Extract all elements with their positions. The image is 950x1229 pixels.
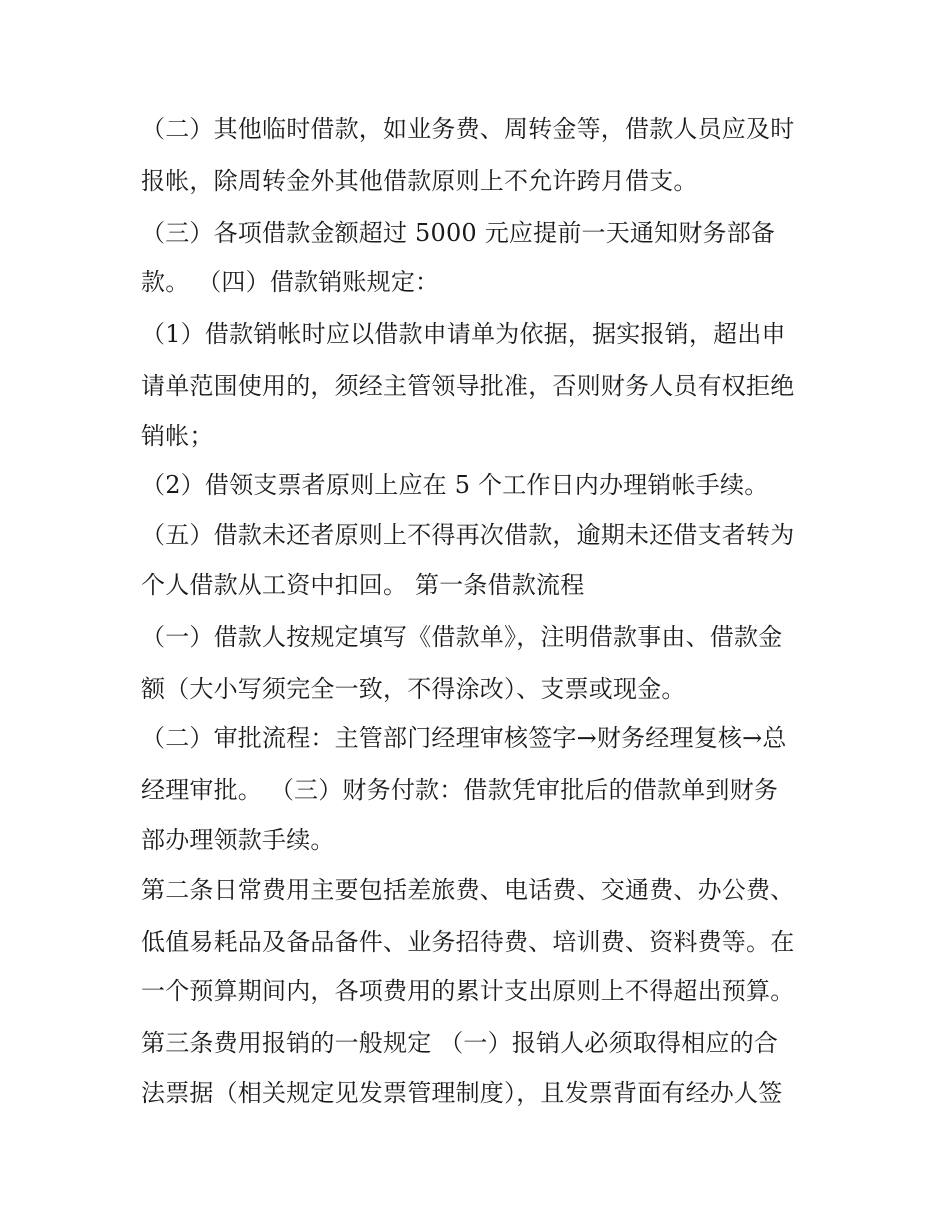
text-line: 额（大小写须完全一致，不得涂改）、支票或现金。 [141,675,686,703]
text-line: （二）审批流程：主管部门经理审核签字→财务经理复核→总 [141,724,787,752]
text-line: 部办理领款手续。 [141,826,335,854]
text-line: 报帐，除周转金外其他借款原则上不允许跨月借支。 [141,167,698,195]
text-line: （三）各项借款金额超过 5000 元应提前一天通知财务部备 [141,219,776,247]
text-line: 个人借款从工资中扣回。 第一条借款流程 [141,571,585,599]
text-line: 第三条费用报销的一般规定 （一）报销人必须取得相应的合 [141,1029,779,1057]
text-line: 销帐； [141,422,214,450]
text-line: 低值易耗品及备品备件、业务招待费、培训费、资料费等。在 [141,928,795,956]
text-line: 一个预算期间内，各项费用的累计支出原则上不得超出预算。 [141,977,795,1005]
text-line: 经理审批。 （三）财务付款：借款凭审批后的借款单到财务 [141,776,779,804]
text-line: 款。 （四）借款销账规定： [141,268,440,296]
text-line: （2）借领支票者原则上应在 5 个工作日内办理销帐手续。 [141,471,769,499]
text-line: （五）借款未还者原则上不得再次借款，逾期未还借支者转为 [141,521,795,549]
text-line: 法票据（相关规定见发票管理制度），且发票背面有经办人签 [141,1079,783,1107]
text-line: （一）借款人按规定填写《借款单》，注明借款事由、借款金 [141,623,783,651]
text-line: 请单范围使用的，须经主管领导批准，否则财务人员有权拒绝 [141,372,795,400]
text-line: （二）其他临时借款，如业务费、周转金等，借款人员应及时 [141,115,795,143]
text-line: 第二条日常费用主要包括差旅费、电话费、交通费、办公费、 [141,876,795,904]
text-line: （1）借款销帐时应以借款申请单为依据，据实报销，超出申 [141,320,786,348]
